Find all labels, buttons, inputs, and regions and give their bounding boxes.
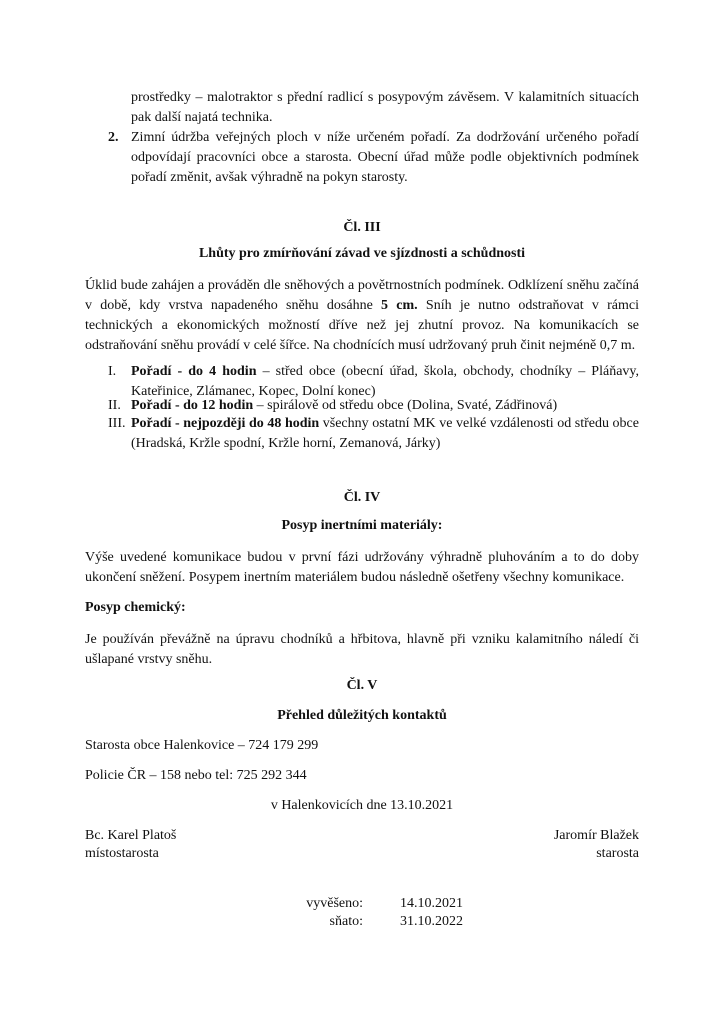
item2-number: 2. — [108, 130, 119, 145]
removed-date: 31.10.2022 — [400, 914, 463, 929]
article3-title: Lhůty pro zmírňování závad ve sjízdnosti a schůdnosti — [198, 246, 526, 261]
article5-heading: Čl. V — [346, 678, 378, 693]
article4-heading: Čl. IV — [343, 490, 381, 505]
item2-text: Zimní údržba veřejných ploch v níže určeném pořadí. Za dodržování určeného pořadí odpovídají pracovníci obce a starosta. Obecní úřad může podle objektivních podmínek pořadí změnit, avšak výhradně na pokyn starosty. — [131, 130, 639, 185]
article3-paragraph: Úklid bude zahájen a prováděn dle sněhových a povětrnostních podmínek. Odklízení sněhu začíná v době, kdy vrstva napadeného sněhu dosáhne 5 cm. Sníh je nutno odstraňovat v rámci technických a ekonomických možností dříve než jej zhutní provoz. Na komunikacích se odstraňování sněhu provádí v celé šířce. Na chodnících musí udržovaný pruh činit nejméně 0,7 m. — [85, 278, 639, 353]
signatory-left-name: Bc. Karel Platoš — [85, 828, 177, 843]
item1-continuation: prostředky – malotraktor s přední radlicí s posypovým závěsem. V kalamitních situacích pak další najatá technika. — [131, 90, 639, 125]
article3-heading: Čl. III — [343, 220, 381, 235]
signatory-right-name: Jaromír Blažek — [553, 828, 639, 843]
article4-title: Posyp inertními materiály: — [281, 518, 443, 533]
article4-paragraph1: Výše uvedené komunikace budou v první fázi udržovány výhradně pluhováním a to do doby ukončení sněžení. Posypem inertním materiálem budou následně ošetřeny všechny komunikace. — [85, 550, 639, 585]
article4-subheading: Posyp chemický: — [85, 600, 186, 615]
article4-paragraph2: Je používán převážně na úpravu chodníků a hřbitova, hlavně při vzniku kalamitního náledí či ušlapané vrstvy sněhu. — [85, 632, 639, 667]
signatory-right-role: starosta — [596, 846, 639, 861]
contact-mayor: Starosta obce Halenkovice – 724 179 299 — [85, 738, 319, 753]
article5-title: Přehled důležitých kontaktů — [277, 708, 447, 723]
list-item: Pořadí - nejpozději do 48 hodin všechny ostatní MK ve velké vzdálenosti od středu obce (Hradská, Kržle spodní, Kržle horní, Zemanová, Járky) — [131, 416, 639, 451]
list-item: Pořadí - do 12 hodin – spirálově od středu obce (Dolina, Svaté, Zádřinová) — [131, 398, 558, 413]
list-item-number: II. — [108, 398, 121, 413]
contact-police: Policie ČR – 158 nebo tel: 725 292 344 — [85, 768, 307, 783]
place-date: v Halenkovicích dne 13.10.2021 — [270, 798, 454, 813]
snow-depth-value: 5 cm. — [381, 298, 418, 313]
posted-label: vyvěšeno: — [306, 896, 363, 911]
list-item-number: I. — [108, 364, 117, 379]
posted-date: 14.10.2021 — [400, 896, 463, 911]
list-item-number: III. — [108, 416, 126, 431]
signatory-left-role: místostarosta — [85, 846, 159, 861]
removed-label: sňato: — [329, 914, 363, 929]
list-item: Pořadí - do 4 hodin – střed obce (obecní úřad, škola, obchody, chodníky – Pláňavy, Kateřinice, Zlámanec, Kopec, Dolní konec) — [131, 364, 639, 399]
